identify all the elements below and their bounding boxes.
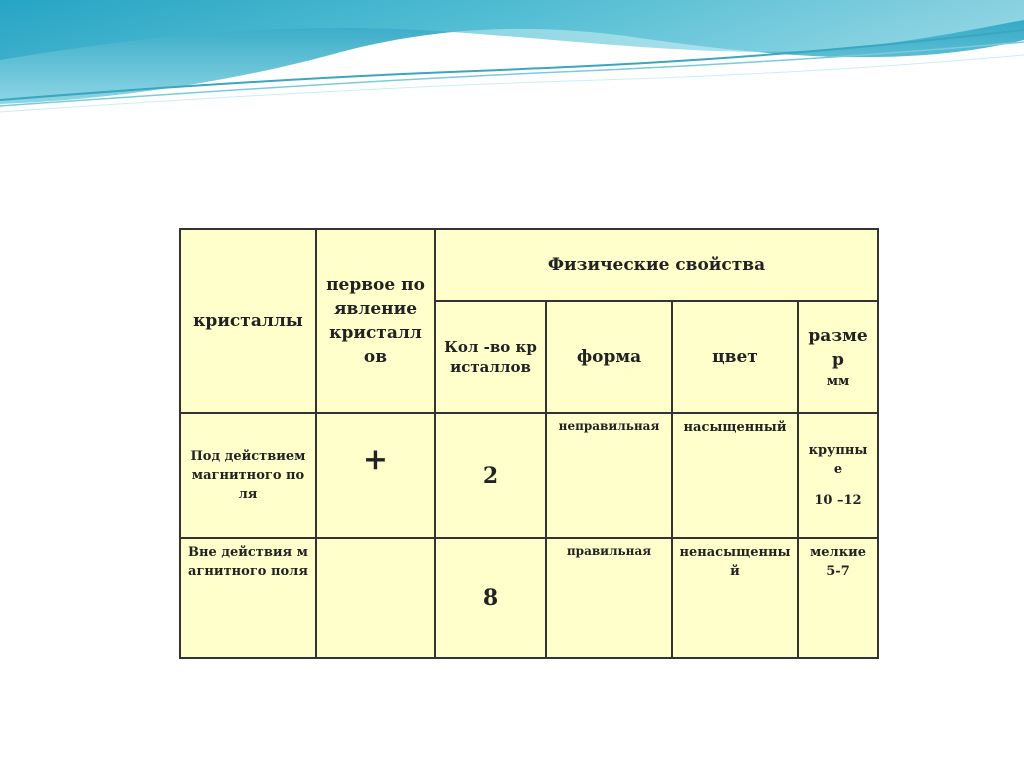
row-size: мелкие 5-7 [798,538,878,658]
header-shape: форма [546,301,672,413]
wave-decoration [0,0,1024,130]
row-shape: неправильная [546,413,672,538]
row-count: 8 [435,538,546,658]
row-color: ненасыщенный [672,538,798,658]
row-count: 2 [435,413,546,538]
row-first-appearance: + [316,413,435,538]
header-color: цвет [672,301,798,413]
row-condition: Вне действия магнитного поля [180,538,316,658]
row-color: насыщенный [672,413,798,538]
header-count: Кол -во кристаллов [435,301,546,413]
row-shape: правильная [546,538,672,658]
row-condition: Под действием магнитного поля [180,413,316,538]
header-size: размер мм [798,301,878,413]
header-first-appearance: первое появление кристаллов [316,229,435,413]
row-size: крупные 10 –12 [798,413,878,538]
row-first-appearance [316,538,435,658]
crystals-table [179,228,879,659]
header-physical-properties: Физические свойства [435,229,878,301]
header-crystals: кристаллы [180,229,316,413]
